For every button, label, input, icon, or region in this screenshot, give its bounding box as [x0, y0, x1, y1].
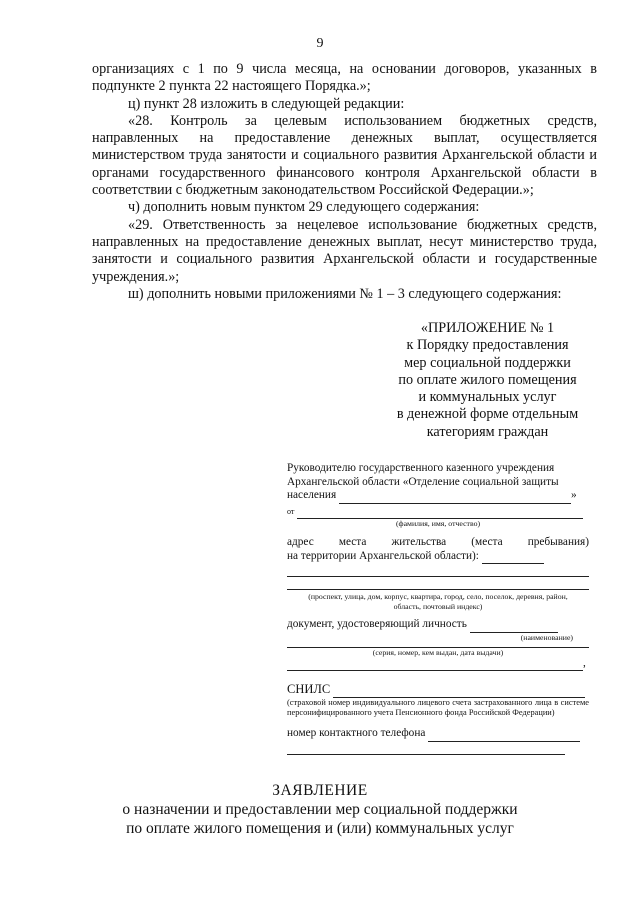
appendix-title: «ПРИЛОЖЕНИЕ № 1	[420, 320, 555, 336]
id-doc-name-caption: (наименование)	[520, 632, 573, 642]
fio-caption: (фамилия, имя, отчество)	[395, 519, 481, 528]
appendix-line: и коммунальных услуг	[418, 389, 557, 406]
id-doc-label: документ, удостоверяющий личность	[287, 618, 467, 630]
snils-field[interactable]	[333, 683, 585, 698]
comma: ,	[583, 656, 586, 669]
fio-field[interactable]	[297, 505, 583, 520]
address-field-3[interactable]	[287, 589, 589, 590]
statement-header	[0, 781, 640, 838]
body-text	[92, 61, 597, 303]
appendix-line: к Порядку предоставления	[406, 337, 569, 354]
statement-subtitle: по оплате жилого помещения и (или) коммунальных услуг	[126, 820, 514, 837]
address-caption: (проспект, улица, дом, корпус, квартира, город, село, поселок, деревня, район,	[308, 592, 568, 601]
address-field-2[interactable]	[287, 576, 589, 577]
id-doc-name-field[interactable]	[470, 618, 558, 633]
from-label: от	[287, 506, 295, 516]
id-doc-line	[287, 618, 589, 633]
appendix-line: по оплате жилого помещения	[398, 371, 577, 388]
recipient-field[interactable]	[339, 489, 571, 504]
phone-field[interactable]	[428, 727, 580, 742]
paragraph-point-29: «29. Ответственность за нецелевое использование бюджетных средств, направленных на предоставление денежных выплат, несут министерство труда, занятости и социального развития Архангельской области и государственные учреждения.»;	[92, 216, 597, 285]
statement-title: ЗАЯВЛЕНИЕ	[272, 782, 368, 799]
recipient-line: Руководителю государственного казенного учреждения	[287, 462, 555, 474]
id-doc-extra-field[interactable]	[287, 657, 583, 672]
appendix-line: категориям граждан	[426, 423, 549, 440]
address-caption: область, почтовый индекс)	[393, 602, 483, 611]
paragraph-item-sh: ш) дополнить новыми приложениями № 1 – 3 следующего содержания:	[128, 285, 562, 302]
phone-label: номер контактного телефона	[287, 727, 426, 740]
recipient-label: населения	[287, 489, 337, 501]
from-line	[287, 505, 589, 520]
paragraph-point-28: «28. Контроль за целевым использованием бюджетных средств, направленных на предоставление денежных выплат, осуществляется министерством труда занятости и социального развития Архангельской области и органами государственного финансового контроля Архангельской области в соответствии с бюджетным законодательством Российской Федерации.»;	[92, 112, 597, 199]
appendix-header	[380, 320, 595, 441]
address-label: адрес места жительства (места пребывания)	[287, 536, 589, 548]
address-label-2: на территории Архангельской области):	[287, 549, 479, 562]
application-form-header	[287, 462, 589, 755]
phone-extra-field[interactable]	[287, 754, 565, 755]
address-label-line	[287, 550, 589, 565]
paragraph-item-ch: ч) дополнить новым пунктом 29 следующего содержания:	[128, 199, 480, 216]
snils-line	[287, 683, 589, 698]
recipient-line-with-field	[287, 489, 589, 504]
snils-caption: (страховой номер индивидуального лицевого счета застрахованного лица в системе персонифицированного учета Пенсионного фонда Российской Федерации)	[287, 697, 589, 718]
statement-subtitle: о назначении и предоставлении мер социальной поддержки	[122, 801, 518, 818]
paragraph-item-ts: ц) пункт 28 изложить в следующей редакции:	[128, 95, 405, 112]
appendix-line: в денежной форме отдельным	[396, 406, 579, 423]
id-doc-details-caption: (серия, номер, кем выдан, дата выдачи)	[372, 647, 504, 657]
recipient-line: Архангельской области «Отделение социальной защиты	[287, 475, 559, 488]
address-field-1[interactable]	[482, 550, 544, 565]
page-number: 9	[316, 36, 324, 51]
appendix-line: мер социальной поддержки	[404, 354, 571, 371]
paragraph-continuation: организациях с 1 по 9 числа месяца, на основании договоров, указанных в подпункте 2 пункта 22 настоящего Порядка.»;	[92, 61, 597, 95]
recipient-close-quote: »	[571, 489, 577, 501]
snils-label: СНИЛС	[287, 682, 331, 696]
phone-line	[287, 727, 589, 742]
id-doc-extra-line	[287, 657, 589, 672]
